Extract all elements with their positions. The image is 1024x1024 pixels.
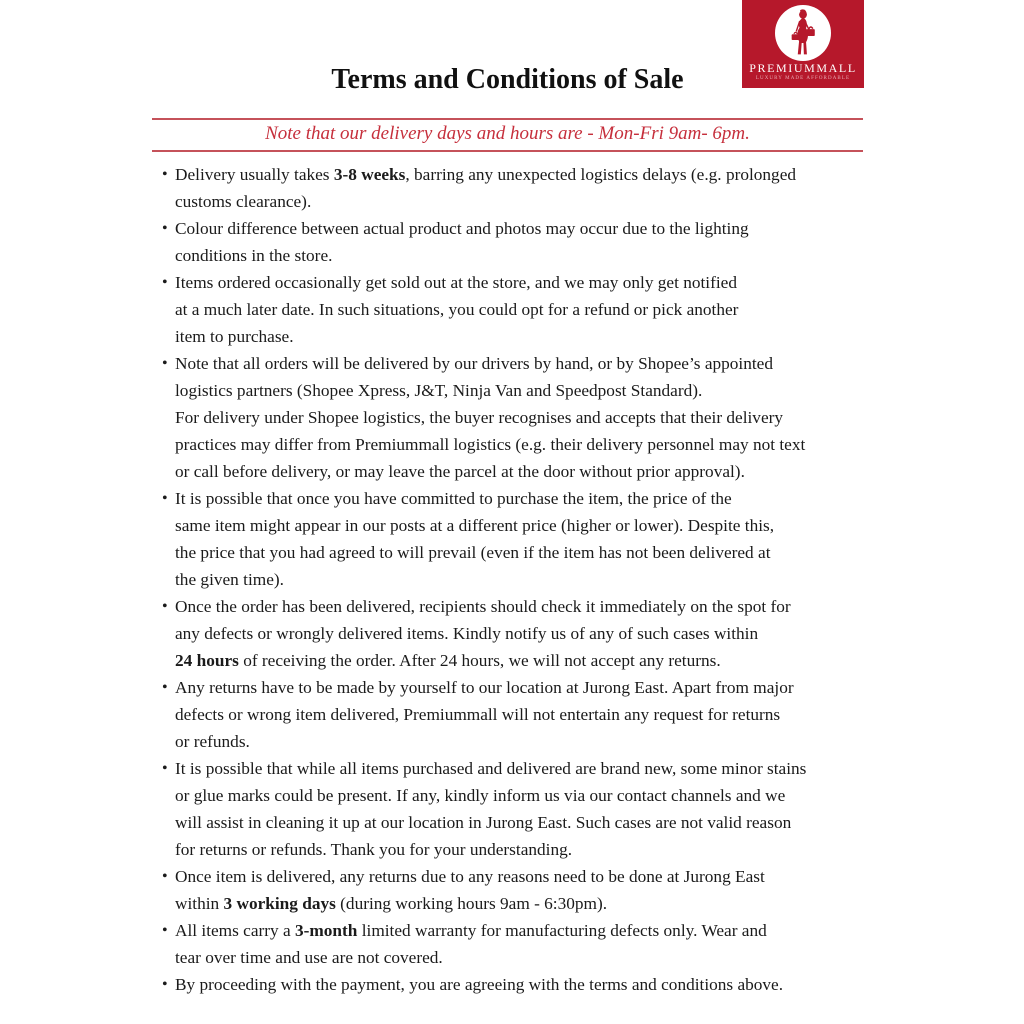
term-line: practices may differ from Premiummall logistics (e.g. their delivery personnel may not text xyxy=(175,435,806,454)
term-line: All items carry a 3-month limited warranty for manufacturing defects only. Wear and xyxy=(175,921,767,940)
bullet-marker: • xyxy=(162,976,168,993)
term-line: It is possible that while all items purchased and delivered are brand new, some minor stains xyxy=(175,759,807,778)
term-text xyxy=(175,269,865,350)
term-text xyxy=(175,755,865,863)
term-text xyxy=(175,863,865,917)
bullet-marker: • xyxy=(162,274,168,291)
term-item xyxy=(152,269,865,350)
term-line: any defects or wrongly delivered items. Kindly notify us of any of such cases within xyxy=(175,624,759,643)
term-line: or glue marks could be present. If any, kindly inform us via our contact channels and we xyxy=(175,786,786,805)
term-text xyxy=(175,917,865,971)
red-rule-bottom xyxy=(152,150,863,152)
term-item xyxy=(152,161,865,215)
term-item xyxy=(152,674,865,755)
term-line: By proceeding with the payment, you are agreeing with the terms and conditions above. xyxy=(175,975,784,994)
term-line: Once the order has been delivered, recipients should check it immediately on the spot for xyxy=(175,597,791,616)
bullet-marker: • xyxy=(162,760,168,777)
term-text xyxy=(175,485,865,593)
term-item xyxy=(152,755,865,863)
term-line: within 3 working days (during working hours 9am - 6:30pm). xyxy=(175,894,608,913)
bullet-marker: • xyxy=(162,490,168,507)
term-line: Note that all orders will be delivered by our drivers by hand, or by Shopee’s appointed xyxy=(175,354,773,373)
term-line: For delivery under Shopee logistics, the buyer recognises and accepts that their delivery xyxy=(175,408,784,427)
term-item xyxy=(152,863,865,917)
term-line: Colour difference between actual product and photos may occur due to the lighting xyxy=(175,219,749,238)
term-text xyxy=(175,350,865,485)
term-line: customs clearance). xyxy=(175,192,312,211)
bullet-marker: • xyxy=(162,166,168,183)
bullet-marker: • xyxy=(162,220,168,237)
term-line: will assist in cleaning it up at our location in Jurong East. Such cases are not valid reason xyxy=(175,813,792,832)
term-line: item to purchase. xyxy=(175,327,294,346)
term-text xyxy=(175,215,865,269)
bullet-marker: • xyxy=(162,355,168,372)
term-line: 24 hours of receiving the order. After 24 hours, we will not accept any returns. xyxy=(175,651,721,670)
terms-list xyxy=(152,161,865,998)
term-line: Any returns have to be made by yourself to our location at Jurong East. Apart from major xyxy=(175,678,794,697)
term-line: Delivery usually takes 3-8 weeks, barring any unexpected logistics delays (e.g. prolonged xyxy=(175,165,797,184)
term-item xyxy=(152,350,865,485)
term-line: for returns or refunds. Thank you for your understanding. xyxy=(175,840,573,859)
term-item xyxy=(152,917,865,971)
term-line: or refunds. xyxy=(175,732,250,751)
term-item xyxy=(152,593,865,674)
bullet-marker: • xyxy=(162,868,168,885)
term-item xyxy=(152,971,865,998)
term-line: Items ordered occasionally get sold out at the store, and we may only get notified xyxy=(175,273,737,292)
term-text xyxy=(175,161,865,215)
term-item xyxy=(152,485,865,593)
term-line: at a much later date. In such situations, you could opt for a refund or pick another xyxy=(175,300,739,319)
term-line: Once item is delivered, any returns due to any reasons need to be done at Jurong East xyxy=(175,867,765,886)
term-line: the price that you had agreed to will prevail (even if the item has not been delivered at xyxy=(175,543,771,562)
term-line: It is possible that once you have committed to purchase the item, the price of the xyxy=(175,489,732,508)
term-item xyxy=(152,215,865,269)
term-line: tear over time and use are not covered. xyxy=(175,948,443,967)
logo-circle xyxy=(775,5,831,61)
term-text xyxy=(175,674,865,755)
bullet-marker: • xyxy=(162,679,168,696)
term-line: or call before delivery, or may leave the parcel at the door without prior approval). xyxy=(175,462,745,481)
term-line: defects or wrong item delivered, Premiummall will not entertain any request for returns xyxy=(175,705,781,724)
bullet-marker: • xyxy=(162,922,168,939)
term-line: same item might appear in our posts at a different price (higher or lower). Despite this, xyxy=(175,516,775,535)
term-line: conditions in the store. xyxy=(175,246,333,265)
bullet-marker: • xyxy=(162,598,168,615)
woman-with-shopping-bags-icon xyxy=(781,9,825,57)
red-rule-top xyxy=(152,118,863,120)
term-text xyxy=(175,593,865,674)
term-line: the given time). xyxy=(175,570,284,589)
term-line: logistics partners (Shopee Xpress, J&T, Ninja Van and Speedpost Standard). xyxy=(175,381,703,400)
logo-brand-text: PREMIUMMALL xyxy=(749,61,857,75)
page-title: Terms and Conditions of Sale xyxy=(331,64,684,95)
logo-tagline-text: LUXURY MADE AFFORDABLE xyxy=(755,76,851,81)
term-text xyxy=(175,971,865,998)
delivery-note: Note that our delivery days and hours are - Mon-Fri 9am- 6pm. xyxy=(265,123,750,144)
